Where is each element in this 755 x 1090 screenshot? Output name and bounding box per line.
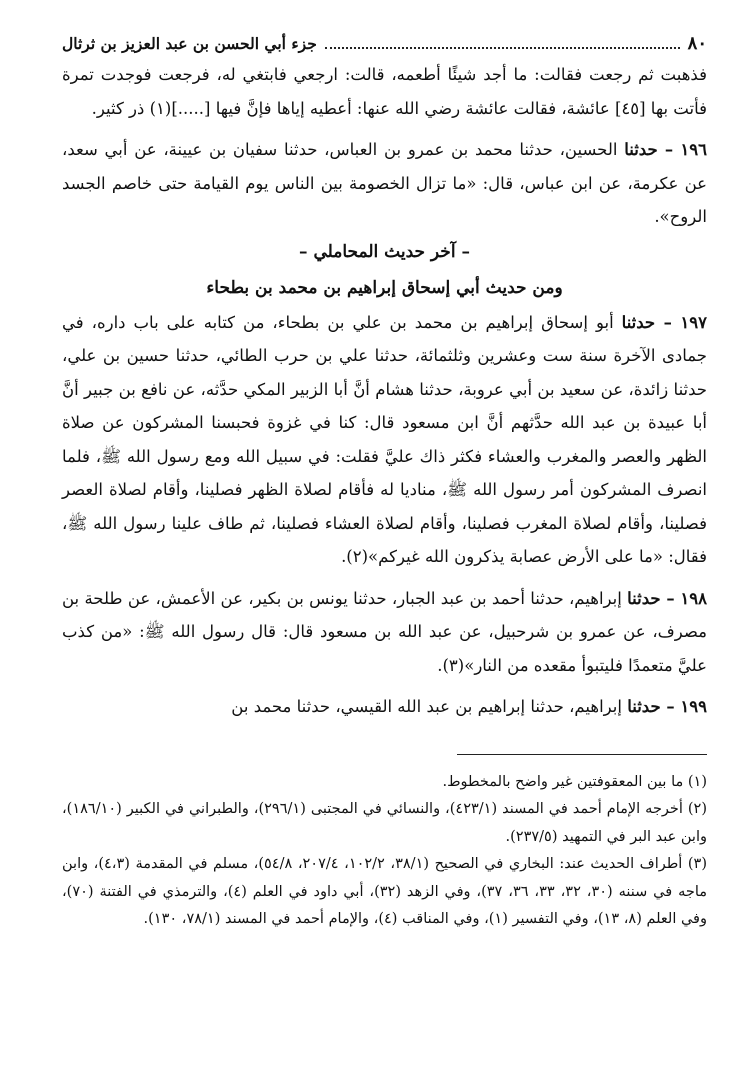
hadith-lead: حدثنا (624, 140, 658, 159)
section-start-title: ومن حديث أبي إسحاق إبراهيم بن محمد بن بطحاء (206, 277, 563, 298)
footnote-2: (٢) أخرجه الإمام أحمد في المسند (٤٢٣/١)، والنسائي في المجتبى (٢٩٦/١)، والطبراني في الكبير (١٨٦/١٠)، وابن عبد البر في التمهيد (٢٣٧/٥). (62, 801, 707, 845)
hadith-196 (62, 133, 707, 234)
footnote-3: (٣) أطراف الحديث عند: البخاري في الصحيح (٣٨/١، ١٠٢/٢، ٢٠٧/٤، ٥٤/٨)، مسلم في المقدمة (٤،٣)، وابن ماجه في سننه (٣٠، ٣٢، ٣٣، ٣٦، ٣٧)، وفي الزهد (٣٢)، أبي داود في العلم (٤)، والترمذي في الفتنة (٧٠)، وفي العلم (٨، ١٣)، وفي التفسير (١)، وفي المناقب (٤)، والإمام أحمد في المسند (٧٨/١، ١٣٠). (62, 856, 708, 927)
page-header (62, 30, 707, 58)
hadith-text: إبراهيم، حدثنا إبراهيم بن عبد الله القيسي، حدثنا محمد بن (231, 697, 628, 716)
hadith-199 (62, 690, 707, 724)
hadith-lead: حدثنا (627, 697, 661, 716)
footnote-separator (457, 754, 707, 755)
hadith-text: أبو إسحاق إبراهيم بن محمد بن علي بن بطحاء، من كتابه على باب داره، في جمادى الآخرة سنة ست وعشرين وثلثمائة، حدثنا علي بن حرب الطائي، حدثنا حسين بن علي، حدثنا زائدة، عن سعيد بن أبي عروبة، حدثنا هشام أنَّ أبا الزبير المكي حدَّثه، عن نافع بن جبير أنَّ أبا عبيدة بن عبد الله حدَّثهم أنَّ ابن مسعود قال: كنا في غزوة فحبسنا المشركون عن صلاة الظهر والعصر والمغرب والعشاء فكثر ذاك عليَّ فقلت: في سبيل الله ومع رسول الله ﷺ، فلما انصرف المشركون أمر رسول الله ﷺ، مناديا له فأقام لصلاة الظهر فصلينا، وأقام لصلاة العصر فصلينا، وأقام لصلاة المغرب فصلينا، وأقام لصلاة العشاء فصلينا، ثم طاف علينا رسول الله ﷺ، فقال: «ما على الأرض عصابة يذكرون الله غيركم»(٢). (62, 312, 707, 566)
hadith-number: ١٩٩ – (660, 697, 707, 716)
hadith-lead: حدثنا (621, 312, 656, 332)
paragraph-continuation (62, 58, 707, 125)
hadith-197 (62, 306, 707, 574)
section-end-title: – آخر حديث المحاملي – (299, 241, 470, 262)
header-dot-leader (325, 47, 680, 49)
page-number: ٨٠ (687, 33, 707, 54)
hadith-text: إبراهيم، حدثنا أحمد بن عبد الجبار، حدثنا يونس بن بكير، عن الأعمش، عن طلحة بن مصرف، عن عمرو بن شرحبيل، عن عبد الله بن مسعود قال: قال رسول الله ﷺ: «من كذب عليَّ متعمدًا فليتبوأ مقعده من النار»(٣). (62, 588, 707, 675)
hadith-number: ١٩٧ – (655, 312, 707, 332)
running-title: جزء أبي الحسن بن عبد العزيز بن ثرثال (62, 34, 317, 53)
hadith-number: ١٩٨ – (660, 588, 707, 608)
hadith-198 (62, 582, 707, 683)
footnotes (62, 769, 707, 934)
hadith-number: ١٩٦ – (657, 140, 707, 159)
footnote-1: (١) ما بين المعقوفتين غير واضح بالمخطوط. (442, 773, 707, 790)
paragraph-text: فذهبت ثم رجعت فقالت: ما أجد شيئًا أطعمه، قالت: ارجعي فابتغي له، فرجعت فوجدت تمرة فأتت بها [٤٥] عائشة، فقالت عائشة رضي الله عنها: أعطيه إياها فإنَّ فيها [.....](١) ذر كثير. (62, 65, 707, 118)
hadith-text: الحسين، حدثنا محمد بن عمرو بن العباس، حدثنا سفيان بن عيينة، عن أبي سعد، عن عكرمة، عن ابن عباس، قال: «ما تزال الخصومة بين الناس يوم القيامة حتى خاصم الجسد الروح». (62, 140, 707, 226)
hadith-lead: حدثنا (627, 588, 661, 608)
